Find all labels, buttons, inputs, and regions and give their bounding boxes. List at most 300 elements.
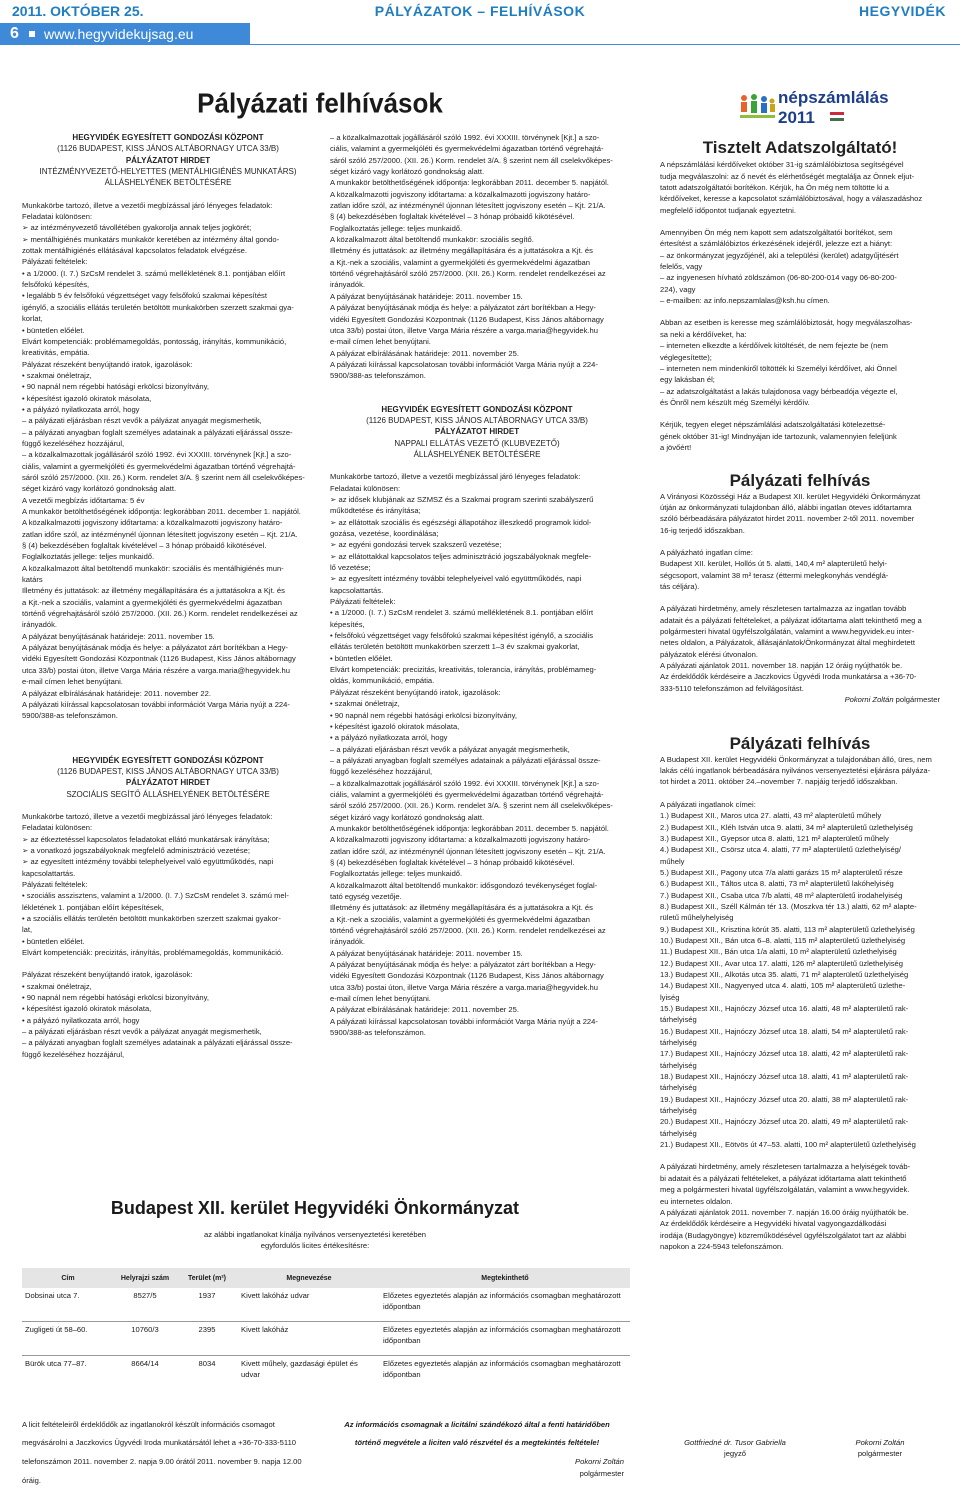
text-line <box>660 216 940 227</box>
text-line: A pályázati kiírással kapcsolatosan további információt Varga Mária nyújt a 224- <box>22 699 290 709</box>
text-line: Illetmény és juttatások: az illetmény megállapítására és a juttatásokra a Kjt. és <box>22 586 285 596</box>
sale-subtitle: az alábbi ingatlanokat kínálja nyilvános versenyeztetési keretében egyfordulós licites értékesítésre: <box>203 1230 427 1250</box>
text-line: – interneten nem mindenkiről töltötték ki Személyi kérdőívet, aki Önnel <box>660 363 897 373</box>
text-line: A közalkalmazott által betöltendő munkakör: szociális és mentálhigiénés mun- <box>22 563 284 573</box>
text-line: • 90 napnál nem régebbi hatósági erkölcsi bizonyítvány, <box>22 382 209 392</box>
text-line: ➢ az ellátottakkal kapcsolatos teljes adminisztráció jogszabályoknak megfele- <box>330 551 592 561</box>
text-line: utca 33/b) postai úton, illetve Varga Mária részére a varga.maria@hegyvidek.hu <box>330 982 599 992</box>
text-line: vidéki Egyesített Gondozási Központnak (1126 Budapest, Kiss János altábornagy <box>330 314 604 324</box>
text-line: ➢ az ellátottak szociális és egészségi állapotához illeszkedő programok kidol- <box>330 517 592 527</box>
text-line: sáról szóló 257/2000. (XII. 26.) Korm. rendelet 3/A. § szerint nem áll cselekvőképes- <box>330 155 613 165</box>
text-line: Illetmény és juttatások: az illetmény megállapítására és a juttatásokra a Kjt. és <box>330 903 593 913</box>
issue-date: 2011. OKTÓBER 25. <box>12 3 144 19</box>
mayor-name: Pokorni Zoltán <box>855 1438 905 1447</box>
text-line: ➢ az intézményvezető távollétében gyakorolja annak teljes jogkörét; <box>22 223 252 233</box>
text-line: A pályázat benyújtásának módja és helye: a pályázatot zárt borítékban a Hegy- <box>330 303 596 313</box>
text-line: 2.) Budapest XII., Kléh István utca 9. alatti, 34 m² alapterületű üzlethelyiség <box>660 822 913 832</box>
table-cell: 8527/5 <box>133 1291 157 1300</box>
table-cell: 10760/3 <box>131 1325 159 1334</box>
sale-title: Budapest XII. kerület Hegyvidéki Önkormányzat <box>110 1198 520 1218</box>
text-line: A pályázat benyújtásának határideje: 2011. november 15. <box>330 948 523 958</box>
text-line: telefonszámon 2011. november 2. napja 9.00 órától 2011. november 9. napja 12.00 <box>22 1457 302 1467</box>
text-line: e-mail címen lehet benyújtani. <box>330 337 431 347</box>
text-line: megfelelő időpontot tudjanak egyeztetni. <box>660 205 796 215</box>
text-line: gozása, vezetése, koordinálása; <box>330 529 439 538</box>
census-notice-body <box>660 159 940 453</box>
notice-3-org: HEGYVIDÉK EGYESÍTETT GONDOZÁSI KÖZPONT <box>381 404 573 414</box>
text-line: 20.) Budapest XII., Hajnóczy József utca 20. alatti, 49 m² alapterületű rak- <box>660 1117 909 1127</box>
text-line: • büntetlen előélet. <box>22 936 85 946</box>
text-line: 12.) Budapest XII., Avar utca 17. alatti, 126 m² alapterületű üzlethelyiség <box>660 958 904 968</box>
page-header <box>0 0 960 46</box>
text-line: sáról szóló 257/2000. (XII. 26.) Korm. rendelet 3/A. § szerint nem áll cselekvőképes- <box>22 472 305 482</box>
text-line: szóló bérbeadására pályázatot hirdet 2011. november 2-től 2011. november <box>660 514 915 524</box>
text-line: 6.) Budapest XII., Táltos utca 8. alatti, 73 m² alapterületű lakóhelyiség <box>660 879 894 889</box>
notice-1-position: INTÉZMÉNYVEZETŐ-HELYETTES (MENTÁLHIGIÉNÉS MUNKATÁRS) <box>39 167 297 177</box>
text-line: 14.) Budapest XII., Nagyenyed utca 4. alatti, 105 m² alapterületű üzlethe- <box>660 981 906 991</box>
text-line: – interneten elkezdte a kérdőívek kitöltését, de nem fejezte be (nem <box>660 341 888 351</box>
main-title: Pályázati felhívások <box>197 87 443 119</box>
tender-1-body <box>660 491 940 695</box>
text-line: – a közalkalmazottak jogállásáról szóló 1992. évi XXXIII. törvénynek [Kjt.] a szo- <box>22 450 292 460</box>
text-line: Elvárt kompetenciák: problémamegoldás, pontosság, irányítás, kommunikáció, <box>22 336 287 346</box>
text-line: kreativitás, empátia. <box>22 348 90 358</box>
column-2 <box>330 132 624 1038</box>
text-line: Feladatai különösen: <box>22 823 93 833</box>
website-url[interactable]: www.hegyvidekujsag.eu <box>44 26 194 42</box>
text-line: • képesítést igazoló okiratok másolata, <box>22 393 152 403</box>
text-line: képesítés, <box>330 619 365 629</box>
text-line: – a pályázati anyagban foglalt személyes adatainak a pályázati eljárással össze- <box>22 427 293 437</box>
text-line <box>660 536 940 547</box>
text-line: • legalább 5 év felsőfokú végzettséget vagy felsőfokú szakmai képesítést <box>22 291 267 301</box>
text-line: A munkakör betölthetőségének időpontja: legkorábban 2011. december 5. napjától. <box>330 178 609 188</box>
text-line: A licit feltételeiről érdeklődők az ingatlanokról készült információs csomagot <box>22 1419 275 1429</box>
section-title: PÁLYÁZATOK – FELHÍVÁSOK <box>374 3 586 19</box>
text-line: A munkakör betölthetőségének időpontja: legkorábban 2011. december 5. napjától. <box>330 823 609 833</box>
text-line: – az adatszolgáltatást a lakás tulajdonosa vagy bérbeadója végezte el, <box>660 386 898 396</box>
text-line: igénylő, a szociális ellátás területén betöltött munkakörben szerzett szakmai gya- <box>22 302 294 312</box>
text-line: 21.) Budapest XII., Eötvös út 47–53. alatti, 100 m² alapterületű üzlethelyiség <box>660 1140 916 1150</box>
text-line: Elvárt kompetenciák: precizitás, irányítás, problémamegoldás, kommunikáció. <box>22 948 284 958</box>
text-line: működtetése és irányítása; <box>330 506 421 516</box>
text-line: Pályázati feltételek: <box>330 597 396 607</box>
text-line: • szociális asszisztens, valamint a 1/2000. (I. 7.) SzCsM rendelet 3. számú mel- <box>22 891 289 901</box>
text-line: – a pályázati eljárásban részt vevők a pályázat anyagát megismerhetik, <box>330 744 570 754</box>
table-cell: Kivett lakóház udvar <box>241 1291 310 1300</box>
text-line: lő vezetése; <box>330 563 371 573</box>
text-line: történő végrehajtásáról szóló 257/2000. (XII. 26.) Korm. rendelet rendelkezései az <box>22 609 298 619</box>
text-line: ciális, valamint a gyermekjóléti és gyermekvédelmi ágazatban történő végrehajtá- <box>22 461 296 471</box>
text-line: lakás célú ingatlanok bérbeadására nyilvános versenyeztetési eljárásra pályáza- <box>660 766 931 776</box>
text-line: Feladatai különösen: <box>330 483 401 493</box>
text-line: a jövőért! <box>660 442 692 452</box>
text-line <box>660 592 940 603</box>
text-line: 13.) Budapest XII., Alkotás utca 35. alatti, 71 m² alapterületű üzlethelyiség <box>660 969 909 979</box>
text-line: kapcsolattartás. <box>330 585 384 595</box>
text-line: A közalkalmazotti jogviszony időtartama: a közalkalmazotti jogviszony határo- <box>330 835 591 845</box>
text-line <box>660 306 940 317</box>
text-line: – a pályázati eljárásban részt vevők a pályázat anyagát megismerhetik, <box>22 1027 262 1037</box>
text-line: Kérjük, tegyen eleget népszámlálási adatszolgáltatási kötelezettsé- <box>660 420 886 430</box>
square-icon <box>29 31 35 37</box>
text-line: lyiség <box>660 992 680 1002</box>
text-line: Pályázati feltételek: <box>22 257 88 267</box>
text-line: zottak mentálhigiénés ellátásával kapcsolatos feladatok elvégzése. <box>22 246 247 256</box>
text-line: ➢ az idősek klubjának az SZMSZ és a Szakmai program szerinti szabályszerű <box>330 494 594 504</box>
text-line: eu internetes oldalon. <box>660 1196 733 1206</box>
text-line: 5900/388-as telefonszámon. <box>330 1028 426 1038</box>
text-line: tárhelyiség <box>660 1083 697 1093</box>
text-line: zatlan időre szól, az intézménynél újonnan létesített jogviszony esetén – Kjt. 21/A. <box>330 846 606 856</box>
text-line: A pályázati kiírással kapcsolatosan további információt Varga Mária nyújt a 224- <box>330 1016 598 1026</box>
text-line: tatott adatszolgáltatói borítékon. Kérjük, ha Ön még nem töltötte ki a <box>660 183 889 193</box>
text-line: korlat, <box>22 314 43 324</box>
text-line: 15.) Budapest XII., Hajnóczy József utca 16. alatti, 48 m² alapterületű rak- <box>660 1004 909 1013</box>
notice-3-position: NAPPALI ELLÁTÁS VEZETŐ (KLUBVEZETŐ) <box>394 438 560 448</box>
text-line: függő kezeléséhez hozzájárul, <box>22 1049 125 1059</box>
text-line: A Budapest XII. kerület Hegyvidéki Önkormányzat a tulajdonában álló, üres, nem <box>660 754 932 764</box>
notice-1-position-suffix: ÁLLÁSHELYÉNEK BETÖLTÉSÉRE <box>104 178 232 188</box>
text-line: Az érdeklődők kérdéseire a Jaczkovics Ügyvédi Iroda munkatársa a +36-70- <box>660 672 917 682</box>
notice-3-body <box>330 471 624 1038</box>
page-number: 6 <box>10 25 19 42</box>
notary-name: Gottfriedné dr. Tusor Gabriella <box>684 1438 786 1447</box>
text-line: értesítést a számlálóbiztos érkezésének idejéről, jelezze ezt a hiányt: <box>660 239 893 249</box>
tender-1-signer: Pokorni Zoltán <box>844 695 894 705</box>
table-header: Cím <box>22 1268 114 1288</box>
text-line: 333-5110 telefonszámon ad felvilágosítást. <box>660 683 804 693</box>
census-greeting: Tisztelt Adatszolgáltató! <box>702 138 898 157</box>
text-line: ➢ az egyéni gondozási tervek szakszerű vezetése; <box>330 540 502 550</box>
text-line: – a közalkalmazottak jogállásáról szóló 1992. évi XXXIII. törvénynek [Kjt.] a szo- <box>330 778 600 788</box>
notice-2-body <box>22 811 314 1060</box>
text-line: oldás, kommunikáció, empátia. <box>330 676 435 686</box>
text-line: A vezetői megbízás időtartama: 5 év <box>22 495 145 505</box>
table-cell: Bürök utca 77–87. <box>25 1359 87 1368</box>
text-line: – a pályázati anyagban foglalt személyes adatainak a pályázati eljárással össze- <box>22 1038 293 1048</box>
text-line <box>660 1150 940 1161</box>
text-line: 5.) Budapest XII., Pagony utca 7/a alatti garázs 15 m² alapterületű része <box>660 867 903 877</box>
text-line: a Kjt.-nek a szociális, valamint a gyermekjóléti és gyermekvédelmi ágazatban <box>330 257 590 267</box>
text-line: Amennyiben Ön még nem kapott sem adatszolgáltatói borítékot, sem <box>660 228 893 238</box>
text-line: ➢ a vonatkozó jogszabályoknak megfelelő adminisztráció vezetése; <box>22 845 250 855</box>
text-line: A pályázati ingatlanok címei: <box>660 799 756 809</box>
notary-role: jegyző <box>724 1449 746 1459</box>
text-line: lat, <box>22 925 33 935</box>
text-line: 10.) Budapest XII., Bán utca 6–8. alatti, 115 m² alapterületű üzlethelyiség <box>660 935 906 945</box>
text-line: 19.) Budapest XII., Hajnóczy József utca 20. alatti, 38 m² alapterületű rak- <box>660 1094 909 1104</box>
text-line: 8.) Budapest XII., Széll Kálmán tér 13. (Moszkva tér 13.) alatti, 62 m² alapte- <box>660 901 917 911</box>
text-line: Pályázat részeként benyújtandó iratok, igazolások: <box>330 687 501 697</box>
text-line: séget kizáró vagy korlátozó gondnokság alatt. <box>22 484 177 494</box>
table-cell: Előzetes egyeztetés alapján az információs csomagban meghatározott időpontban <box>383 1291 621 1311</box>
text-line: séget kizáró vagy korlátozó gondnokság alatt. <box>330 812 485 822</box>
text-line: A közalkalmazott által betöltendő munkakör: idősgondozó tevékenységet foglal- <box>330 880 598 890</box>
text-line: irányadók. <box>22 620 58 630</box>
text-line: ségcsoport, valamint 38 m² terasz (éttermi melegkonyhás vendéglá- <box>660 570 889 580</box>
census-logo-text: népszámlálás <box>778 88 889 107</box>
text-line: tot hirdet a 2011. október 24.–november 7. napjáig terjedő időszakban. <box>660 777 898 787</box>
text-line: Az információs csomagnak a licitálni szándékozó által a fenti határidőben <box>344 1419 610 1429</box>
text-line: bi adatait és a pályázati feltételeket, a pályázat időtartama alatt tekinthető <box>660 1173 907 1183</box>
text-line: Elvárt kompetenciák: precizitás, kreativitás, tolerancia, irányítás, problémameg- <box>330 665 597 675</box>
table-header: Terület (m²) <box>176 1268 238 1288</box>
table-cell: 1937 <box>198 1291 216 1300</box>
text-line: • a pályázó nyilatkozata arról, hogy <box>22 1015 140 1025</box>
text-line: § (4) bekezdésében foglaltak kivételével – 3 hónap próbaidő kikötésével. <box>330 212 575 222</box>
text-line: kérdőíveket, keresse a kapcsolatot számlálóbiztosával, hogy a válaszadáshoz <box>660 194 923 204</box>
sale-signer-role: polgármester <box>579 1468 624 1478</box>
text-line: a Kjt.-nek a szociális, valamint a gyermekjóléti és gyermekvédelmi ágazatban <box>22 597 282 607</box>
tender-1-signer-role: polgármester <box>895 695 940 705</box>
notice-2-position: SZOCIÁLIS SEGÍTŐ ÁLLÁSHELYÉNEK BETÖLTÉSÉRE <box>66 789 270 799</box>
text-line: A pályázható ingatlan címe: <box>660 547 753 557</box>
text-line: A Virányosi Közösségi Ház a Budapest XII. kerület Hegyvidéki Önkormányzat <box>660 491 921 501</box>
text-line: óráig. <box>22 1476 41 1486</box>
table-cell: Előzetes egyeztetés alapján az információs csomagban meghatározott időpontban <box>383 1359 621 1379</box>
text-line: • 90 napnál nem régebbi hatósági erkölcsi bizonyítvány, <box>330 710 517 720</box>
table-cell: 8034 <box>198 1359 216 1368</box>
text-line: § (4) bekezdésében foglaltak kivételével – 3 hónap próbaidő kikötésével. <box>330 857 575 867</box>
text-line: pályázatok elérési útvonalon. <box>660 649 758 659</box>
text-line: Foglalkoztatás jellege: teljes munkaidő. <box>22 552 155 562</box>
text-line: • 90 napnál nem régebbi hatósági erkölcsi bizonyítvány, <box>22 993 209 1003</box>
text-line: A pályázat benyújtásának módja és helye: a pályázatot zárt borítékban a Hegy- <box>330 960 596 970</box>
notice-3-address: (1126 BUDAPEST, KISS JÁNOS ALTÁBORNAGY UTCA 33/B) <box>366 415 588 425</box>
text-line: zatlan időre szól, az intézménynél újonnan létesített jogviszony esetén – Kjt. 21/A. <box>330 201 606 211</box>
tender-2-title: Pályázati felhívás <box>729 734 871 754</box>
text-line: történő megvétele a liciten való részvétel és a megtekintés feltétele! <box>354 1438 600 1448</box>
text-line: Illetmény és juttatások: az illetmény megállapítására és a juttatásokra a Kjt. és <box>330 246 593 256</box>
text-line: • büntetlen előélet. <box>330 653 393 663</box>
text-line: • szakmai önéletrajz, <box>330 699 400 709</box>
text-line: ➢ az egyesített intézmény további telephelyeivel való együttműködés, napi <box>330 574 582 584</box>
text-line: 5900/388-as telefonszámon. <box>330 371 426 381</box>
table-cell: Előzetes egyeztetés alapján az információs csomagban meghatározott időpontban <box>383 1325 621 1345</box>
notice-1-address: (1126 BUDAPEST, KISS JÁNOS ALTÁBORNAGY UTCA 33/B) <box>57 144 279 154</box>
text-line: tárhelyiség <box>660 1038 697 1048</box>
text-line: • büntetlen előélet. <box>22 325 85 335</box>
text-line <box>660 408 940 419</box>
text-line: • a pályázó nyilatkozata arról, hogy <box>330 733 448 743</box>
text-line: – a közalkalmazottak jogállásáról szóló 1992. évi XXXIII. törvénynek [Kjt.] a szo- <box>330 133 600 142</box>
text-line: • a 1/2000. (I. 7.) SzCsM rendelet 3. számú mellékletének 8.1. pontjában előírt <box>330 608 594 618</box>
text-line: 17.) Budapest XII., Hajnóczy József utca 18. alatti, 42 m² alapterületű rak- <box>660 1049 909 1059</box>
text-line: A pályázat benyújtásának határideje: 2011. november 15. <box>330 291 523 301</box>
notice-3-announce: PÁLYÁZATOT HIRDET <box>434 427 520 437</box>
text-line: adatait és a pályázati feltételeket, a pályázat időtartama alatt tekinthető meg a <box>660 615 922 625</box>
text-line: polgármesteri hivatal ügyfélszolgálatán, valamint a www.hegyvidek.eu inter- <box>660 627 915 637</box>
text-line: • képesítést igazoló okiratok másolata, <box>330 721 460 731</box>
text-line: utca 33/b) postai úton, illetve Varga Mária részére a varga.maria@hegyvidek.hu <box>330 325 599 335</box>
text-line: A közalkalmazotti jogviszony időtartama: a közalkalmazotti jogviszony határo- <box>22 518 283 528</box>
text-line: a Kjt.-nek a szociális, valamint a gyermekjóléti és gyermekvédelmi ágazatban <box>330 914 590 924</box>
text-line: Munkakörbe tartozó, illetve a vezetői megbízással járó lényeges feladatok: <box>330 472 581 482</box>
text-line: – az önkormányzat jegyzőjénél, aki a települési (kerület) adatgyűjtésért <box>660 250 899 260</box>
tender-1-title: Pályázati felhívás <box>729 471 871 491</box>
text-line: ellátás területén betöltött munkakörben szerzett 1–3 év szakmai gyakorlat, <box>330 642 580 652</box>
text-line: Munkakörbe tartozó, illetve a vezetői megbízással járó lényeges feladatok: <box>22 200 273 210</box>
notice-2-announce: PÁLYÁZATOT HIRDET <box>125 778 211 788</box>
text-line: kapcsolattartás. <box>22 868 76 878</box>
text-line: történő végrehajtásáról szóló 257/2000. (XII. 26.) Korm. rendelet rendelkezései az <box>330 926 606 936</box>
table-cell: 2395 <box>198 1325 216 1334</box>
text-line: tárhelyiség <box>660 1060 697 1070</box>
property-table <box>22 1268 630 1389</box>
table-cell: Dobsinai utca 7. <box>25 1291 80 1300</box>
text-line: 16-ig terjedő időszakban. <box>660 525 745 535</box>
text-line: lékletének 1. pontjában előírt képesítések, <box>22 902 164 912</box>
text-line: ciális, valamint a gyermekjóléti és gyermekvédelmi ágazatban történő végrehajtá- <box>330 144 604 154</box>
text-line: tárhelyiség <box>660 1015 697 1025</box>
text-line: Pályázat részeként benyújtandó iratok, igazolások: <box>22 359 193 369</box>
text-line: • felsőfokú végzettséget vagy felsőfokú szakmai képesítést igénylő, a szociális <box>330 631 594 641</box>
table-cell: Kivett műhely, gazdasági épület és udvar <box>241 1359 358 1379</box>
text-line: e-mail címen lehet benyújtani. <box>22 677 123 687</box>
text-line <box>660 788 940 799</box>
text-line: A közalkalmazott által betöltendő munkakör: szociális segítő. <box>330 235 534 245</box>
text-line: Pályázati feltételek: <box>22 879 88 889</box>
text-line: tás céljára). <box>660 582 700 591</box>
text-line: Pályázat részeként benyújtandó iratok, igazolások: <box>22 970 193 980</box>
text-line: sa neki a kérdőíveket, ha: <box>660 329 747 339</box>
sale-info <box>22 1411 312 1494</box>
text-line: A pályázati hirdetmény, amely részletesen tartalmazza a helyiségek továb- <box>660 1162 911 1172</box>
table-header: Helyrajzi szám <box>114 1268 176 1288</box>
text-line: Feladatai különösen: <box>22 212 93 222</box>
text-line: vidéki Egyesített Gondozási Központnak (1126 Budapest, Kiss János altábornagy <box>330 971 604 981</box>
text-line: tató egység vezetője. <box>330 892 402 901</box>
notice-2-org: HEGYVIDÉK EGYESÍTETT GONDOZÁSI KÖZPONT <box>72 755 264 765</box>
text-line: A pályázati ajánlatok 2011. november 7. napján 16.00 óráig nyújthatók be. <box>660 1207 909 1217</box>
notice-1-announce: PÁLYÁZATOT HIRDET <box>125 155 211 165</box>
text-line: séget kizáró vagy korlátozó gondnokság alatt. <box>330 167 485 177</box>
column-3 <box>660 88 940 1252</box>
table-row <box>22 1322 630 1356</box>
text-line: netes oldalon, a Pályázatok, állásajánlatok/Önkormányzat által meghirdetett <box>660 638 915 648</box>
text-line: vidéki Egyesített Gondozási Központnak (1126 Budapest, Kiss János altábornagy <box>22 654 296 664</box>
text-line: 224), vagy <box>660 284 696 294</box>
text-line: 4.) Budapest XII., Csörsz utca 4. alatti, 77 m² alapterületű üzlethelyiség/ <box>660 845 902 855</box>
text-line: véglegesítette); <box>660 352 712 362</box>
text-line: irányadók. <box>330 937 366 947</box>
sale-condition <box>330 1411 624 1479</box>
notice-1-body <box>22 200 314 722</box>
table-row <box>22 1356 630 1390</box>
tender-2-body <box>660 754 940 1252</box>
text-line: felsőfokú képesítés, <box>22 280 90 290</box>
sale-signer: Pokorni Zoltán <box>575 1457 624 1467</box>
text-line: és Önről nem készült még Személyi kérdőív. <box>660 397 810 407</box>
text-line: 7.) Budapest XII., Csaba utca 7/b alatti, 48 m² alapterületű irodahelyiség <box>660 890 903 900</box>
table-cell: Zugligeti út 58–60. <box>25 1325 88 1334</box>
text-line: megvásárolni a Jaczkovics Ügyvédi Iroda munkatársától lehet a +36-70-333-5110 <box>22 1438 297 1448</box>
text-line: 3.) Budapest XII., Gyepsor utca 8. alatti, 121 m² alapterületű műhely <box>660 833 889 843</box>
table-cell: 8664/14 <box>131 1359 159 1368</box>
census-logo-year: 2011 <box>778 108 815 127</box>
table-row <box>22 1288 630 1322</box>
text-line: műhely <box>660 856 685 866</box>
text-line: Foglalkoztatás jellege: teljes munkaidő. <box>330 223 463 233</box>
text-line: ➢ az egyesített intézmény további telephelyeivel való együttműködés, napi <box>22 857 274 867</box>
notice-2-address: (1126 BUDAPEST, KISS JÁNOS ALTÁBORNAGY UTCA 33/B) <box>57 766 279 776</box>
table-header: Megtekinthető <box>380 1268 630 1288</box>
table-cell: Kivett lakóház <box>241 1325 289 1334</box>
text-line: utca 33/b) postai úton, illetve Varga Mária részére a varga.maria@hegyvidek.hu <box>22 665 291 675</box>
text-line: A pályázat benyújtásának módja és helye: a pályázatot zárt borítékban a Hegy- <box>22 643 288 653</box>
publication-name: HEGYVIDÉK <box>859 3 946 19</box>
text-line: ➢ mentálhigiénés munkatárs munkakör keretében az intézmény által gondo- <box>22 234 280 244</box>
text-line: A közalkalmazotti jogviszony időtartama: a közalkalmazotti jogviszony határo- <box>330 189 591 199</box>
notice-1-org: HEGYVIDÉK EGYESÍTETT GONDOZÁSI KÖZPONT <box>72 133 264 142</box>
text-line: 9.) Budapest XII., Krisztina körút 35. alatti, 113 m² alapterületű üzlethelyiség <box>660 924 915 934</box>
text-line: felelős, vagy <box>660 262 703 272</box>
text-line: tudja megválaszolni: az ő nevét és elérhetőségét megtalálja az Önnek eljut- <box>660 171 915 181</box>
text-line: – a pályázati anyagban foglalt személyes adatainak a pályázati eljárással össze- <box>330 755 601 765</box>
text-line: • szakmai önéletrajz, <box>22 370 92 380</box>
text-line: irodája (Budagyöngye) közreműködésével ügyfélszolgálatot tart az alábbi <box>660 1230 907 1240</box>
text-line: zatlan időre szól, az intézménynél újonnan létesített jogviszony esetén – Kjt. 21/A. <box>22 529 298 539</box>
text-line: egy lakásban él; <box>660 375 715 385</box>
text-line: sáról szóló 257/2000. (XII. 26.) Korm. rendelet 3/A. § szerint nem áll cselekvőképes- <box>330 801 613 811</box>
column-1 <box>22 132 314 1060</box>
text-line: tárhelyiség <box>660 1128 697 1138</box>
text-line: A pályázati ajánlatok 2011. november 18. napján 12 óráig nyújthatók be. <box>660 661 903 671</box>
text-line: 5900/388-as telefonszámon. <box>22 711 118 721</box>
table-header: Megnevezése <box>238 1268 380 1288</box>
text-line: rületű műhelyhelyiség <box>660 913 734 923</box>
text-line: függő kezeléséhez hozzájárul, <box>22 438 125 448</box>
table-header-row <box>22 1268 630 1288</box>
text-line: A pályázat benyújtásának határideje: 2011. november 15. <box>22 631 215 641</box>
text-line: meg a polgármesteri hivatal ügyfélszolgálatán, valamint a www.hegyvidek. <box>660 1185 910 1195</box>
text-line: A munkakör betölthetőségének időpontja: legkorábban 2011. december 1. napjától. <box>22 507 301 516</box>
header-rule <box>250 44 960 45</box>
text-line: A pályázat elbírálásának határideje: 2011. november 22. <box>22 688 211 698</box>
text-line: A népszámlálási kérdőíveket október 31-ig számlálóbiztosa segítségével <box>660 160 904 170</box>
text-line: ➢ az étkeztetéssel kapcsolatos feladatokat ellátó munkatársak irányítása; <box>22 834 270 844</box>
text-line <box>22 958 314 969</box>
text-line: 11.) Budapest XII., Bán utca 1/a alatti, 10 m² alapterületű üzlethelyiség <box>660 947 897 957</box>
text-line: • szakmai önéletrajz, <box>22 981 92 991</box>
mayor-role: polgármester <box>857 1449 903 1459</box>
text-line: A pályázati hirdetmény, amely részletesen tartalmazza az ingatlan tovább <box>660 604 907 614</box>
text-line: 18.) Budapest XII., Hajnóczy József utca 18. alatti, 41 m² alapterületű rak- <box>660 1072 909 1082</box>
text-line: katárs <box>22 575 43 585</box>
text-line: útján az önkormányzati tulajdonban álló, alábbi ingatlan öteves időtartamra <box>660 502 912 512</box>
text-line: – a pályázati eljárásban részt vevők a pályázat anyagát megismerhetik, <box>22 416 262 426</box>
page-bar <box>0 23 250 45</box>
text-line: Budapest XII. kerület, Hollós út 5. alatti, 140,4 m² alapterületű helyi- <box>660 559 888 569</box>
text-line: függő kezeléséhez hozzájárul, <box>330 767 433 777</box>
text-line: A pályázat elbírálásának határideje: 2011. november 25. <box>330 348 519 358</box>
text-line: • a pályázó nyilatkozata arról, hogy <box>22 404 140 414</box>
text-line: ciális, valamint a gyermekjóléti és gyermekvédelmi ágazatban történő végrehajtá- <box>330 789 604 799</box>
text-line: – az ingyenesen hívható zöldszámon (06-80-200-014 vagy 06-80-200- <box>660 273 897 283</box>
text-line: irányadók. <box>330 280 366 290</box>
text-line: § (4) bekezdésében foglaltak kivételével – 3 hónap próbaidő kikötésével. <box>22 541 267 551</box>
text-line: • képesítést igazoló okiratok másolata, <box>22 1004 152 1014</box>
text-line: Az érdeklődők kérdéseire a Hegyvidéki hivatal vagyongazdálkodási <box>660 1219 887 1229</box>
text-line: 16.) Budapest XII., Hajnóczy József utca 18. alatti, 54 m² alapterületű rak- <box>660 1026 909 1036</box>
text-line: történő végrehajtásáról szóló 257/2000. (XII. 26.) Korm. rendelet rendelkezései az <box>330 269 606 279</box>
text-line: 1.) Budapest XII., Maros utca 27. alatti, 43 m² alapterületű műhely <box>660 811 882 821</box>
text-line: gének október 31-ig! Mindnyájan ide tartozunk, valamennyien feleljünk <box>660 431 897 441</box>
text-line: tárhelyiség <box>660 1106 697 1116</box>
text-line: Abban az esetben is keresse meg számlálóbiztosát, hogy megválaszolhas- <box>660 318 913 328</box>
notice-3-position-suffix: ÁLLÁSHELYÉNEK BETÖLTÉSÉRE <box>413 449 541 459</box>
